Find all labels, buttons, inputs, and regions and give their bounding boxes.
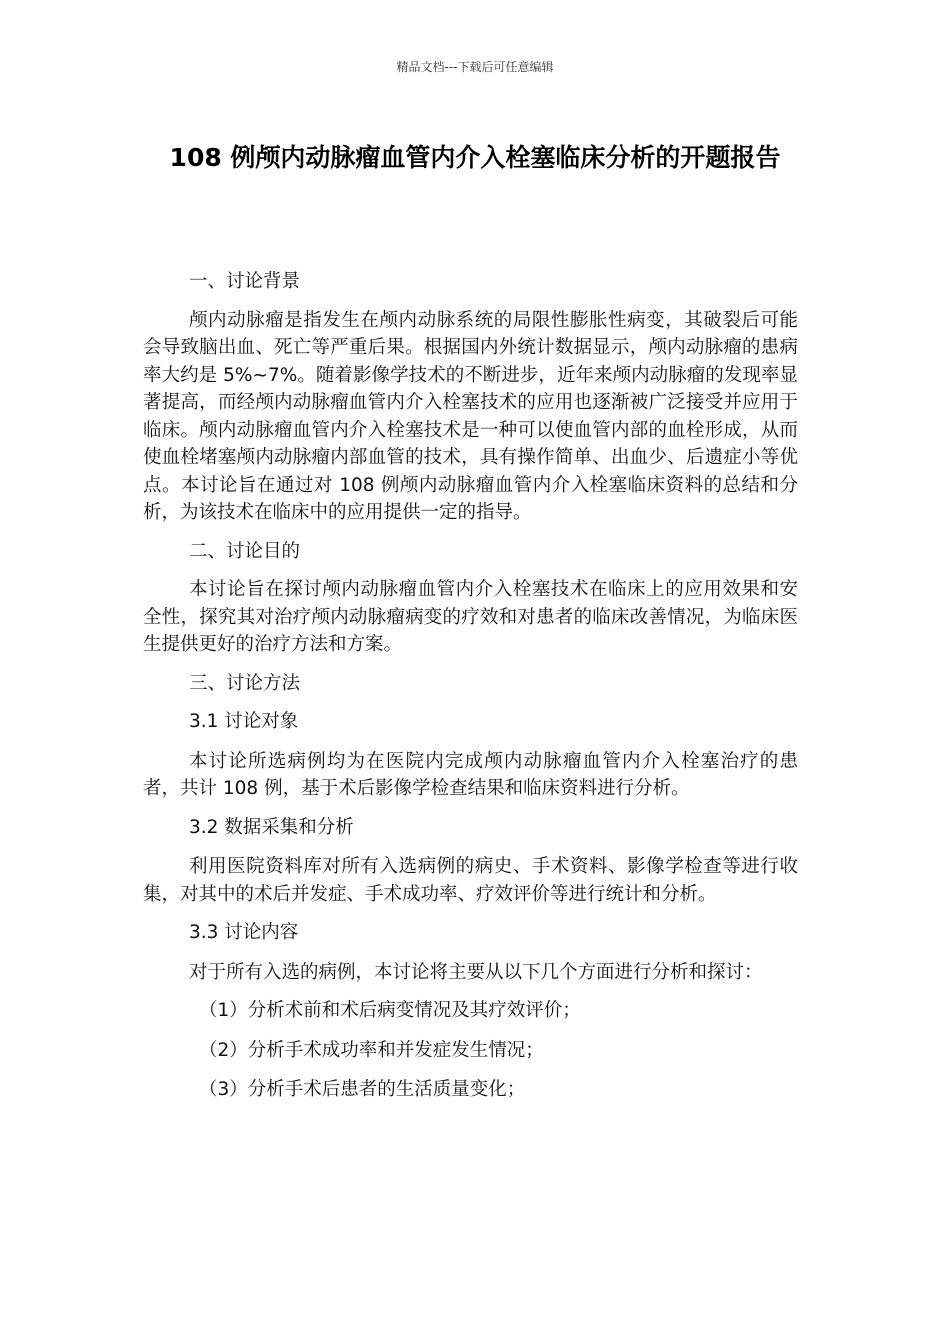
paragraph-purpose: 本讨论旨在探讨颅内动脉瘤血管内介入栓塞技术在临床上的应用效果和安全性，探究其对治疗颅内动脉瘤病变的疗效和对患者的临床改善情况，为临床医生提供更好的治疗方法和方案。 — [143, 579, 798, 655]
section-heading-purpose: 二、讨论目的 — [189, 540, 301, 562]
document-title: 108 例颅内动脉瘤血管内介入栓塞临床分析的开题报告 — [169, 143, 781, 172]
paragraph-data: 利用医院资料库对所有入选病例的病史、手术资料、影像学检查等进行收集，对其中的术后并发症、手术成功率、疗效评价等进行统计和分析。 — [143, 856, 798, 905]
header-note: 精品文档---下载后可任意编辑 — [396, 60, 554, 74]
section-heading-methods: 三、讨论方法 — [189, 672, 301, 694]
list-item: （1）分析术前和术后病变情况及其疗效评价； — [199, 1000, 581, 1021]
list-item: （2）分析手术成功率和并发症发生情况； — [199, 1039, 544, 1061]
paragraph-content: 对于所有入选的病例，本讨论将主要从以下几个方面进行分析和探讨： — [189, 961, 763, 983]
paragraph-background: 颅内动脉瘤是指发生在颅内动脉系统的局限性膨胀性病变，其破裂后可能会导致脑出血、死亡等严重后果。根据国内外统计数据显示，颅内动脉瘤的患病率大约是 5%~7%。随着影像学技术的不断进步，近年来颅内动脉瘤的发现率显著提高，而经颅内动脉瘤血管内介入栓塞技术的应用也逐渐被广泛接受并应用于临床。颅内动脉瘤血管内介入栓塞技术是一种可以使血管内部的血栓形成，从而使血栓堵塞颅内动脉瘤内部血管的技术，具有操作简单、出血少、后遗症小等优点。本讨论旨在通过对 108 例颅内动脉瘤血管内介入栓塞临床资料的总结和分析，为该技术在临床中的应用提供一定的指导。 — [143, 309, 798, 523]
subsection-heading-subjects: 3.1 讨论对象 — [189, 711, 299, 732]
list-item: （3）分析手术后患者的生活质量变化； — [199, 1079, 526, 1100]
paragraph-subjects: 本讨论所选病例均为在医院内完成颅内动脉瘤血管内介入栓塞治疗的患者，共计 108 例，基于术后影像学检查结果和临床资料进行分析。 — [143, 750, 798, 799]
subsection-heading-content: 3.3 讨论内容 — [189, 922, 299, 943]
subsection-heading-data: 3.2 数据采集和分析 — [189, 816, 354, 838]
section-heading-background: 一、讨论背景 — [189, 271, 301, 292]
document-body — [143, 268, 798, 1116]
